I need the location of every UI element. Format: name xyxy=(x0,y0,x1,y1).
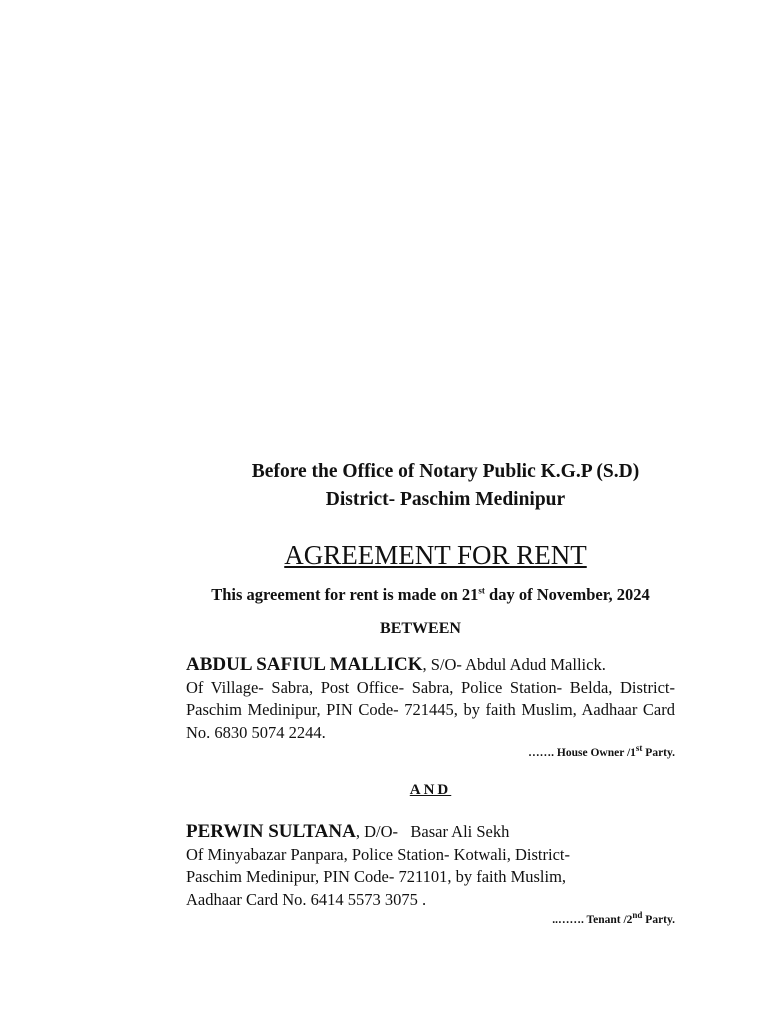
party-one-address: Of Village- Sabra, Post Office- Sabra, Police Station- Belda, District- Paschim Medinipur, PIN Code- 721445, by faith Muslim, Aadhaar Card No. 6830 5074 2244. xyxy=(186,677,675,742)
party-one-block xyxy=(186,654,675,744)
party-two-name: PERWIN SULTANA xyxy=(186,821,356,842)
party-two-block xyxy=(186,821,675,911)
party-two-relation: , D/O- Basar Ali Sekh xyxy=(355,822,510,841)
party-two-address-line-3: Aadhaar Card No. 6414 5573 3075 . xyxy=(186,889,427,909)
party-one-role-suffix: Party. xyxy=(642,747,675,759)
party-one-name-line xyxy=(186,654,675,677)
district-line: District- Paschim Medinipur xyxy=(325,489,566,510)
and-heading: AND xyxy=(409,782,452,798)
party-one-role-ordinal: st xyxy=(635,743,643,754)
party-two-role xyxy=(186,912,675,928)
date-line-suffix: day of November, 2024 xyxy=(484,585,650,604)
party-two-role-prefix: ..……. Tenant /2 xyxy=(552,914,633,926)
date-ordinal-suffix: st xyxy=(478,585,485,596)
party-one-role xyxy=(186,745,675,761)
party-two-address-line-1: Of Minyabazar Panpara, Police Station- Kotwali, District- xyxy=(186,844,570,864)
party-one-role-prefix: ……. House Owner /1 xyxy=(528,747,636,759)
date-line-prefix: This agreement for rent is made on 21 xyxy=(211,585,479,604)
between-heading: BETWEEN xyxy=(380,620,461,637)
party-two-name-line xyxy=(186,821,675,844)
agreement-date-line xyxy=(186,583,675,607)
notary-office-header xyxy=(176,458,715,514)
party-one-relation: , S/O- Abdul Adud Mallick. xyxy=(422,655,606,674)
party-two-address-line-2: Paschim Medinipur, PIN Code- 721101, by faith Muslim, xyxy=(186,867,567,886)
notary-office-line: Before the Office of Notary Public K.G.P (S.D) xyxy=(251,461,640,482)
agreement-body xyxy=(186,458,675,928)
party-two-role-ordinal: nd xyxy=(632,910,643,921)
document-title: AGREEMENT FOR RENT xyxy=(284,540,587,570)
party-one-name: ABDUL SAFIUL MALLICK xyxy=(186,654,423,675)
party-two-role-suffix: Party. xyxy=(642,914,675,926)
